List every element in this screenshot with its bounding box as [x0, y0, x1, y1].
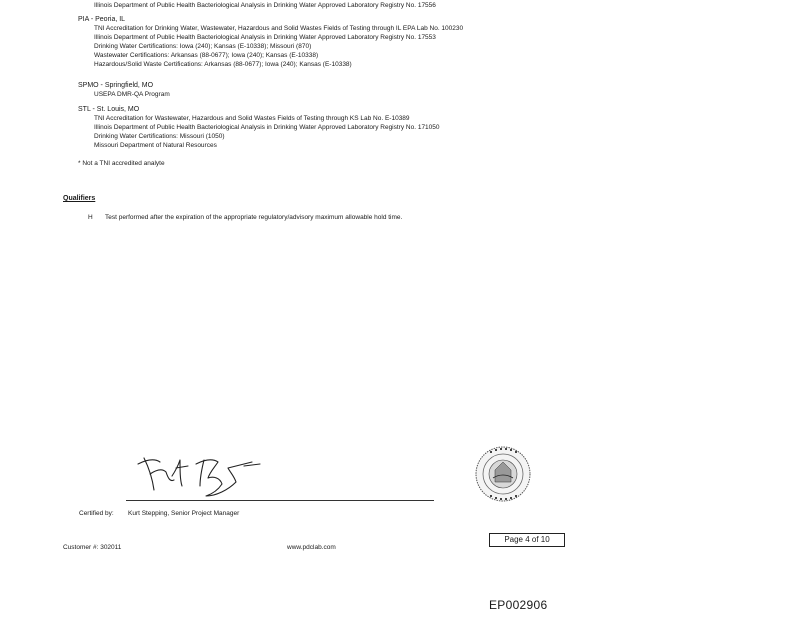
lab-cert-line: USEPA DMR-QA Program	[94, 91, 170, 98]
lab-name-stl: STL - St. Louis, MO	[78, 106, 140, 113]
lab-cert-line: TNI Accreditation for Drinking Water, Wastewater, Hazardous and Solid Wastes Fields of Testing through IL EPA Lab No. 100230	[94, 25, 464, 32]
lab-cert-line: Drinking Water Certifications: Iowa (240); Kansas (E-10338); Missouri (870)	[94, 43, 312, 50]
lab-cert-line: Illinois Department of Public Health Bacteriological Analysis in Drinking Water Approved Laboratory Registry No. 17553	[94, 34, 436, 41]
lab-name-pia: PIA - Peoria, IL	[78, 16, 126, 23]
lab-name-spmo: SPMO - Springfield, MO	[78, 82, 154, 89]
lab-cert-line: Wastewater Certifications: Arkansas (88-0677); Iowa (240); Kansas (E-10338)	[94, 52, 319, 59]
signature-image	[132, 446, 272, 502]
certified-by-label: Certified by:	[79, 510, 114, 517]
registry-line-top: Illinois Department of Public Health Bacteriological Analysis in Drinking Water Approved Laboratory Registry No. 17556	[94, 2, 436, 9]
lab-cert-line: Hazardous/Solid Waste Certifications: Arkansas (88-0677); Iowa (240); Kansas (E-10338)	[94, 61, 352, 68]
page-indicator: Page 4 of 10	[489, 533, 565, 547]
lab-block-spmo	[78, 81, 170, 99]
website-link[interactable]: www.pdclab.com	[287, 544, 336, 551]
certified-by-name: Kurt Stepping, Senior Project Manager	[128, 510, 240, 517]
lab-cert-line: Illinois Department of Public Health Bacteriological Analysis in Drinking Water Approved Laboratory Registry No. 171050	[94, 124, 440, 131]
lab-cert-line: TNI Accreditation for Wastewater, Hazardous and Solid Wastes Fields of Testing through KS Lab No. E-10389	[94, 115, 410, 122]
document-id: EP002906	[489, 598, 548, 612]
lab-cert-line: Drinking Water Certifications: Missouri (1050)	[94, 133, 225, 140]
lab-block-pia	[78, 15, 463, 69]
lab-cert-line: Missouri Department of Natural Resources	[94, 142, 217, 149]
qualifier-code: H	[88, 214, 93, 221]
laboratory-seal-icon	[473, 444, 533, 504]
signature-line	[126, 500, 434, 501]
qualifier-text: Test performed after the expiration of the appropriate regulatory/advisory maximum allowable hold time.	[105, 214, 403, 221]
qualifiers-title: Qualifiers	[63, 195, 96, 202]
lab-block-stl	[78, 105, 440, 150]
tni-footnote: * Not a TNI accredited analyte	[78, 160, 165, 167]
customer-number: Customer #: 302011	[63, 544, 122, 551]
